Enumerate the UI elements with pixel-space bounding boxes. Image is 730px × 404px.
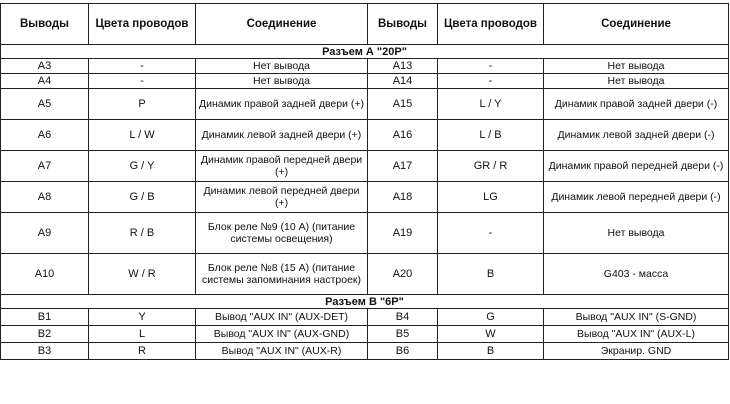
pin-cell: A17	[368, 151, 438, 182]
connection-cell: Блок реле №9 (10 А) (питание системы освещения)	[196, 213, 368, 254]
wire-color-cell: W / R	[89, 254, 196, 295]
connection-cell: Динамик левой передней двери (+)	[196, 182, 368, 213]
connection-cell: Динамик левой задней двери (+)	[196, 120, 368, 151]
pin-cell: A13	[368, 59, 438, 74]
wire-color-cell: L / Y	[438, 89, 544, 120]
pin-cell: B1	[1, 309, 89, 326]
connection-cell: Нет вывода	[544, 213, 729, 254]
wire-color-cell: Y	[89, 309, 196, 326]
section-row	[1, 295, 729, 309]
pin-cell: B5	[368, 326, 438, 343]
pin-cell: A16	[368, 120, 438, 151]
connection-cell: Экранир. GND	[544, 343, 729, 360]
connection-cell: Нет вывода	[196, 74, 368, 89]
pin-cell: B2	[1, 326, 89, 343]
section-row	[1, 45, 729, 59]
section-title-b: Разъем В "6P"	[1, 295, 729, 309]
pinout-table-container	[0, 3, 729, 360]
header-row	[1, 4, 729, 45]
connection-cell: Динамик правой передней двери (+)	[196, 151, 368, 182]
table-row	[1, 343, 729, 360]
wire-color-cell: B	[438, 254, 544, 295]
pin-cell: B4	[368, 309, 438, 326]
pin-cell: A6	[1, 120, 89, 151]
header-colors-right: Цвета проводов	[438, 4, 544, 45]
wire-color-cell: -	[438, 74, 544, 89]
pin-cell: A4	[1, 74, 89, 89]
pin-cell: B6	[368, 343, 438, 360]
connection-cell: Блок реле №8 (15 А) (питание системы запоминания настроек)	[196, 254, 368, 295]
table-row	[1, 213, 729, 254]
header-pins-left: Выводы	[1, 4, 89, 45]
header-connection-left: Соединение	[196, 4, 368, 45]
pin-cell: A10	[1, 254, 89, 295]
table-row	[1, 120, 729, 151]
connection-cell: Нет вывода	[196, 59, 368, 74]
table-row	[1, 182, 729, 213]
wire-color-cell: L	[89, 326, 196, 343]
pin-cell: A5	[1, 89, 89, 120]
connection-cell: Динамик правой задней двери (+)	[196, 89, 368, 120]
wire-color-cell: R	[89, 343, 196, 360]
pin-cell: A3	[1, 59, 89, 74]
connection-cell: Нет вывода	[544, 74, 729, 89]
connection-cell: Динамик правой передней двери (-)	[544, 151, 729, 182]
pin-cell: A20	[368, 254, 438, 295]
wire-color-cell: R / B	[89, 213, 196, 254]
section-title-a: Разъем А "20P"	[1, 45, 729, 59]
connection-cell: Вывод "AUX IN" (AUX-R)	[196, 343, 368, 360]
connection-cell: Вывод "AUX IN" (S-GND)	[544, 309, 729, 326]
wire-color-cell: LG	[438, 182, 544, 213]
connection-cell: Вывод "AUX IN" (AUX-GND)	[196, 326, 368, 343]
wire-color-cell: W	[438, 326, 544, 343]
wire-color-cell: L / B	[438, 120, 544, 151]
connection-cell: Динамик правой задней двери (-)	[544, 89, 729, 120]
table-row	[1, 89, 729, 120]
wire-color-cell: GR / R	[438, 151, 544, 182]
pinout-table	[0, 3, 729, 360]
pin-cell: A14	[368, 74, 438, 89]
header-connection-right: Соединение	[544, 4, 729, 45]
wire-color-cell: P	[89, 89, 196, 120]
table-row	[1, 309, 729, 326]
wire-color-cell: G / Y	[89, 151, 196, 182]
connection-cell: Динамик левой передней двери (-)	[544, 182, 729, 213]
wire-color-cell: G / B	[89, 182, 196, 213]
table-row	[1, 254, 729, 295]
table-row	[1, 59, 729, 74]
connection-cell: Динамик левой задней двери (-)	[544, 120, 729, 151]
wire-color-cell: -	[89, 74, 196, 89]
pin-cell: A15	[368, 89, 438, 120]
header-colors-left: Цвета проводов	[89, 4, 196, 45]
table-row	[1, 151, 729, 182]
wire-color-cell: -	[438, 213, 544, 254]
pin-cell: B3	[1, 343, 89, 360]
wire-color-cell: -	[89, 59, 196, 74]
header-pins-right: Выводы	[368, 4, 438, 45]
pin-cell: A9	[1, 213, 89, 254]
pin-cell: A18	[368, 182, 438, 213]
connection-cell: Вывод "AUX IN" (AUX-DET)	[196, 309, 368, 326]
table-row	[1, 74, 729, 89]
wire-color-cell: -	[438, 59, 544, 74]
table-row	[1, 326, 729, 343]
connection-cell: Нет вывода	[544, 59, 729, 74]
pin-cell: A19	[368, 213, 438, 254]
connection-cell: G403 - масса	[544, 254, 729, 295]
pin-cell: A7	[1, 151, 89, 182]
wire-color-cell: L / W	[89, 120, 196, 151]
wire-color-cell: G	[438, 309, 544, 326]
wire-color-cell: B	[438, 343, 544, 360]
pin-cell: A8	[1, 182, 89, 213]
connection-cell: Вывод "AUX IN" (AUX-L)	[544, 326, 729, 343]
